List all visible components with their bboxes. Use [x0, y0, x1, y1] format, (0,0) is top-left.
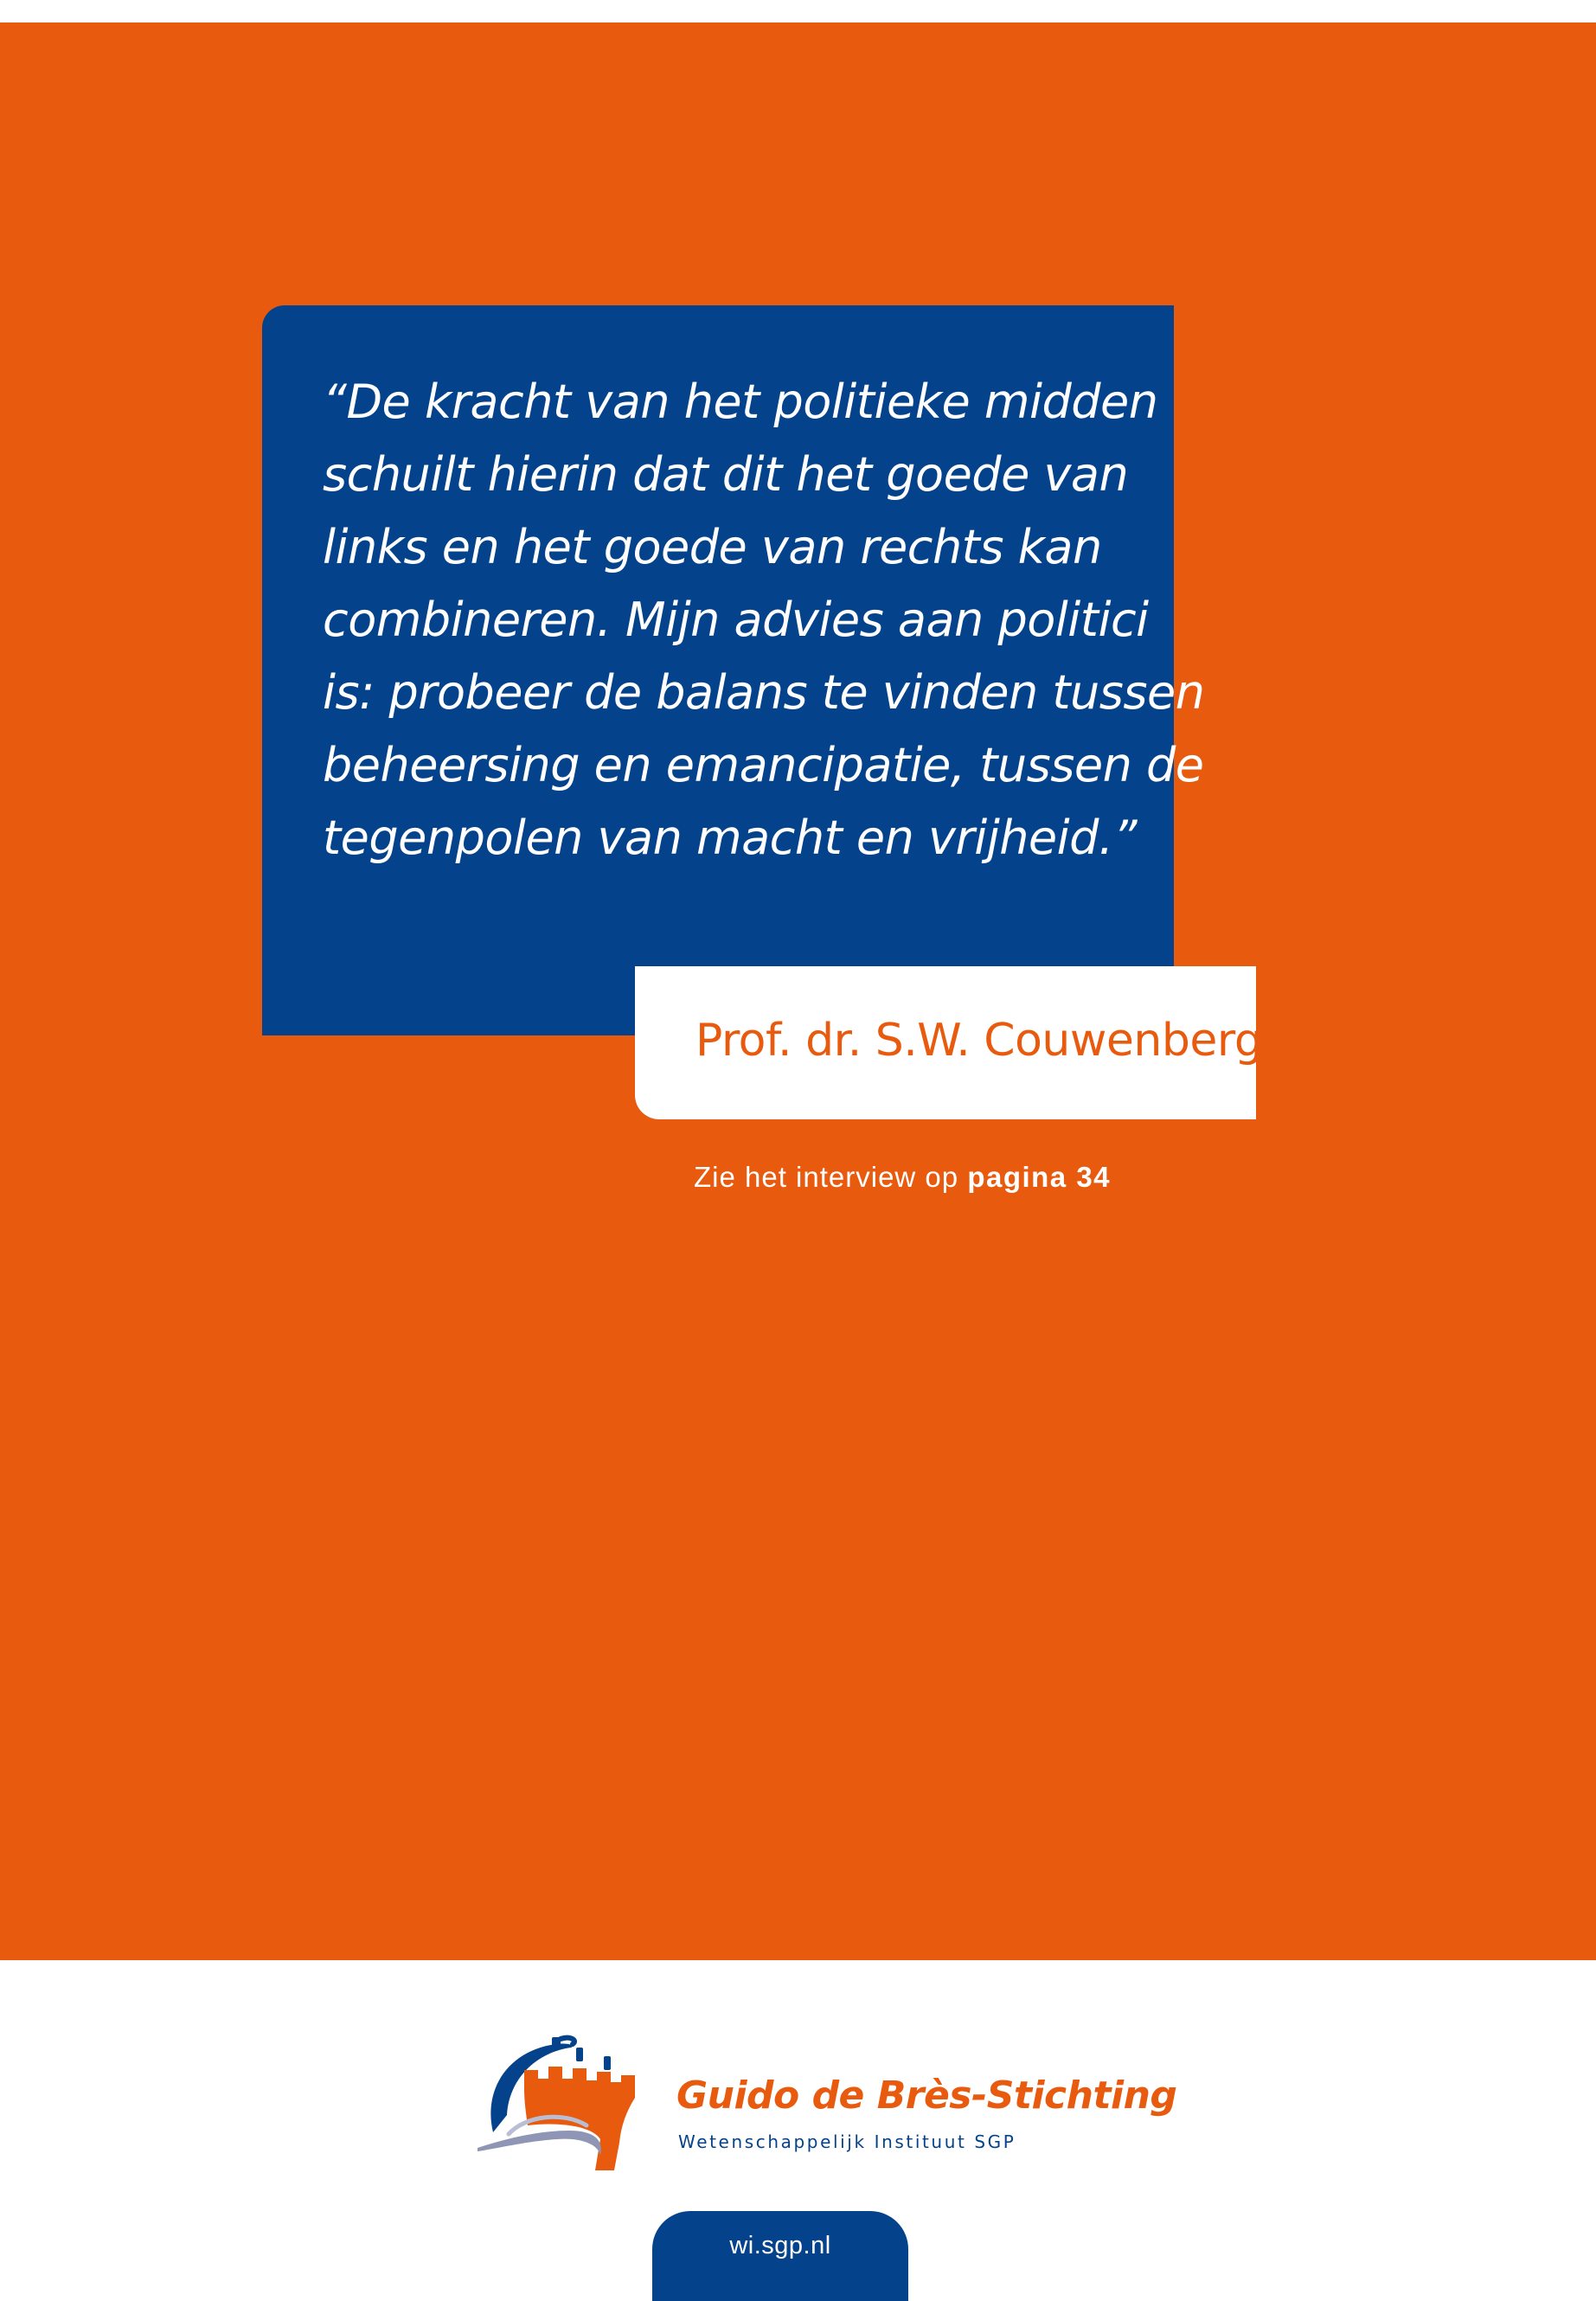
organization-subtitle: Wetenschappelijk Instituut SGP: [678, 2131, 1016, 2152]
author-card: [635, 966, 1263, 1119]
quote-line: combineren. Mijn advies aan politici: [323, 593, 1149, 647]
castle-emblem-icon: [474, 2029, 664, 2176]
quote-line: tegenpolen van macht en vrijheid.”: [323, 811, 1138, 865]
quote-line: schuilt hierin dat dit het goede van: [323, 447, 1129, 502]
author-name: Prof. dr. S.W. Couwenberg: [695, 1015, 1263, 1067]
organization-name: Guido de Brès-Stichting: [676, 2073, 1177, 2118]
quote-box: [262, 305, 1205, 1035]
quote-line: beheersing en emancipatie, tussen de: [323, 738, 1204, 792]
orange-panel: [0, 22, 1596, 1960]
reference-prefix: Zie het interview op: [694, 1161, 968, 1193]
top-margin: [0, 0, 1596, 22]
quote-text: [323, 366, 1205, 875]
organization-logo: [474, 2029, 1177, 2176]
website-tab[interactable]: [652, 2211, 908, 2301]
quote-line: links en het goede van rechts kan: [323, 520, 1102, 574]
website-link[interactable]: wi.sgp.nl: [729, 2232, 831, 2259]
quote-line: “De kracht van het politieke midden: [323, 375, 1158, 429]
interview-reference: [694, 1158, 1111, 1196]
quote-line: is: probeer de balans te vinden tussen: [323, 665, 1205, 720]
reference-page: pagina 34: [967, 1161, 1112, 1193]
